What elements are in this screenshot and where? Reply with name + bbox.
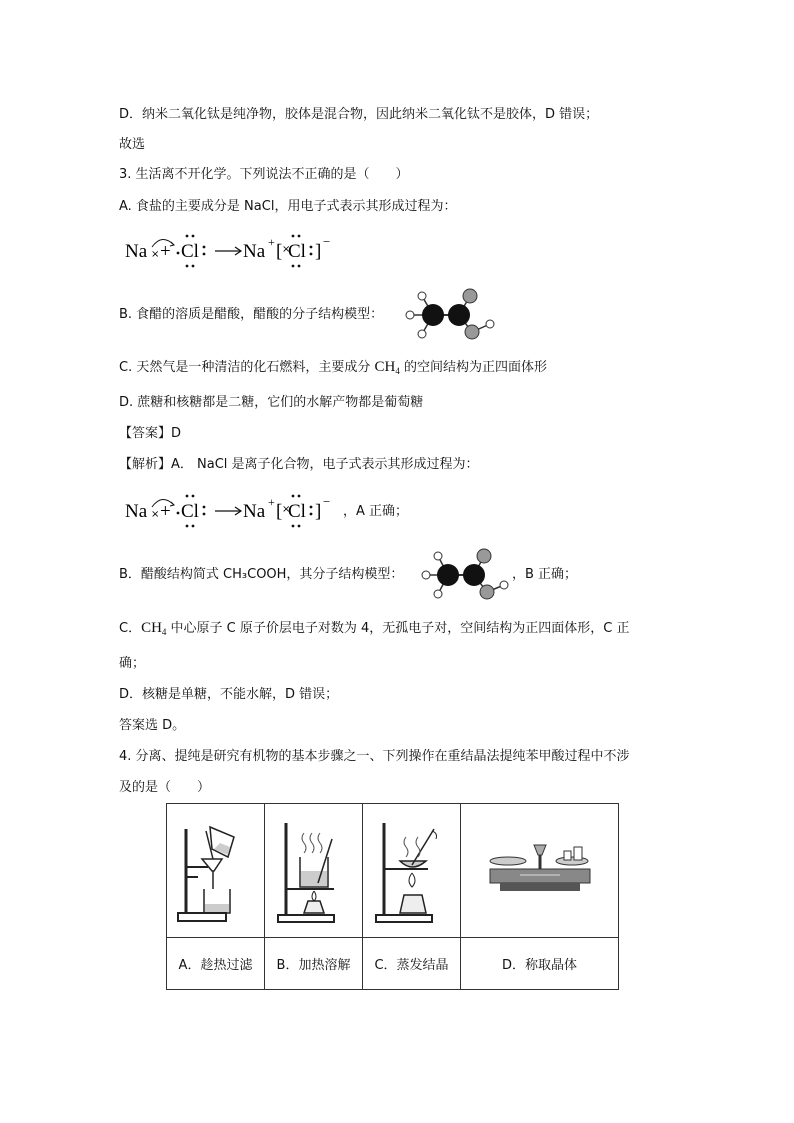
apparatus-table [166, 803, 619, 990]
explanation-d: D．核糖是单糖，不能水解，D 错误； [119, 687, 339, 702]
option-c-post: 的空间结构为正四面体形 [399, 360, 547, 375]
svg-text:[: [ [276, 501, 283, 522]
formula-cl: Cl [181, 501, 199, 522]
caption-d: D．称取晶体 [461, 938, 619, 990]
formula-na-ion: Na [243, 501, 266, 522]
acetic-acid-model [400, 288, 500, 344]
caption-c: C．蒸发结晶 [363, 938, 461, 990]
explanation-a: 【解析】A． NaCl 是离子化合物，电子式表示其形成过程为： [119, 457, 479, 472]
explanation-c-cont: 确； [119, 656, 146, 671]
apparatus-filtration [167, 804, 265, 938]
option-b: B. 食醋的溶质是醋酸，醋酸的分子结构模型： [119, 307, 384, 322]
formula-cl: Cl [181, 241, 199, 262]
explanation-c: C．$CH_4$ 中心原子 C 原子价层电子对数为 4，无孤电子对，空间结构为正四面体形，C 正 [119, 620, 630, 637]
caption-b: B．加热溶解 [265, 938, 363, 990]
apparatus-balance [461, 804, 619, 938]
apparatus-heating-dissolve [265, 804, 363, 938]
explanation-b-tail: ，B 正确； [512, 567, 578, 582]
formula-sup-minus: − [323, 234, 331, 249]
acetic-acid-model-2 [420, 547, 514, 603]
electron-formula-nacl-2 [122, 489, 342, 531]
formula-na: Na [125, 241, 148, 262]
option-c [119, 358, 547, 380]
svg-text:]: ] [315, 241, 322, 262]
ch4-formula: $CH_4$ [141, 620, 167, 637]
option-c-pre: C. 天然气是一种清洁的化石燃料，主要成分 [119, 360, 375, 375]
ch4-formula: $CH_4$ [374, 359, 400, 376]
formula-sup-minus: − [323, 494, 331, 509]
svg-text:×: × [151, 509, 160, 520]
formula-sup-plus: + [268, 495, 275, 509]
formula-plus: + [160, 501, 171, 522]
text-line: D．纳米二氧化钛是纯净物，胶体是混合物，因此纳米二氧化钛不是胶体，D 错误； [119, 107, 599, 122]
formula-na: Na [125, 501, 148, 522]
formula-na-ion: Na [243, 241, 266, 262]
explanation-b: B．醋酸结构简式 CH₃COOH，其分子结构模型： [119, 567, 404, 582]
formula-cl-ion: Cl [288, 241, 306, 262]
apparatus-evaporation [363, 804, 461, 938]
svg-text:×: × [282, 244, 291, 255]
question-4-cont: 及的是（ ） [119, 780, 211, 795]
formula-plus: + [160, 241, 171, 262]
formula-cl-ion: Cl [288, 501, 306, 522]
svg-text:[: [ [276, 241, 283, 262]
explanation-a-tail: ，A 正确； [343, 504, 409, 519]
caption-a: A．趁热过滤 [167, 938, 265, 990]
text-line: 故选 [119, 137, 146, 152]
formula-sup-plus: + [268, 235, 275, 249]
option-d: D. 蔗糖和核糖都是二糖，它们的水解产物都是葡萄糖 [119, 395, 424, 410]
svg-text:×: × [151, 249, 160, 260]
svg-text:]: ] [315, 501, 322, 522]
option-a: A. 食盐的主要成分是 NaCl，用电子式表示其形成过程为： [119, 199, 457, 214]
electron-formula-nacl [122, 229, 342, 271]
final-answer: 答案选 D。 [119, 718, 186, 733]
svg-text:×: × [282, 504, 291, 515]
question-3: 3. 生活离不开化学。下列说法不正确的是（ ） [119, 167, 409, 182]
question-4: 4. 分离、提纯是研究有机物的基本步骤之一、下列操作在重结晶法提纯苯甲酸过程中不涉 [119, 749, 630, 764]
answer: 【答案】D [119, 426, 182, 441]
